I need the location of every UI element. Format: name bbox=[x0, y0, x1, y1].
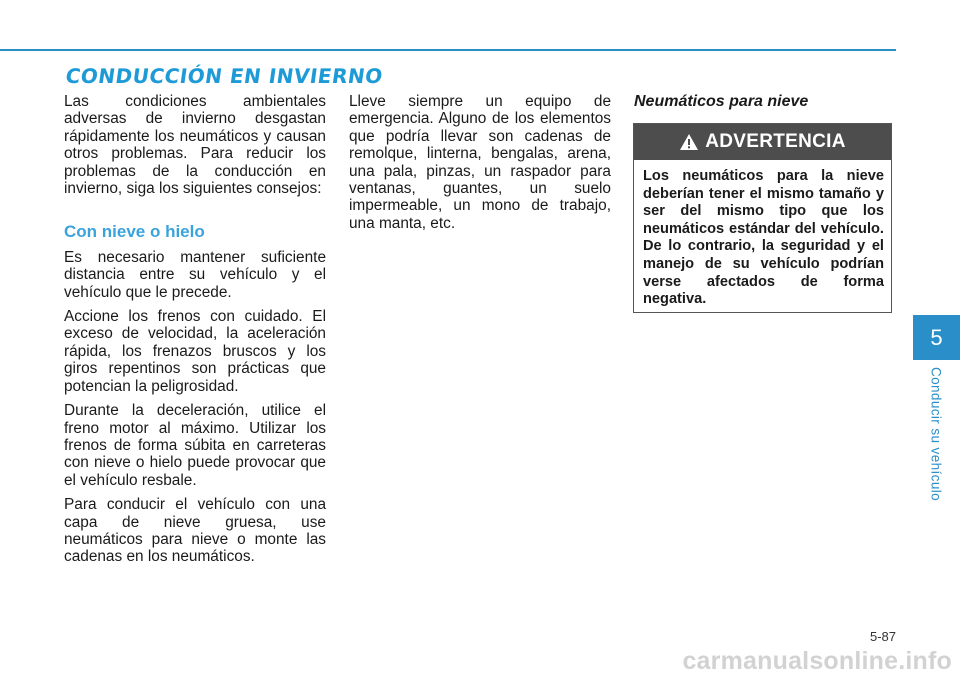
warning-body: Los neumáticos para la nieve deberían tener el mismo tamaño y ser del mismo tipo que los neumáticos estándar del vehículo. De lo contrario, la seguridad y el manejo de su vehículo podrían verse afectados de forma negativa. bbox=[643, 168, 884, 308]
section-title: CONDUCCIÓN EN INVIERNO bbox=[64, 64, 385, 88]
intro-paragraph: Las condiciones ambientales adversas de invierno desgastan rápidamente los neumáticos y causan otros problemas. Para reducir los problemas de la conducción en invierno, siga los siguientes consejos: bbox=[64, 93, 326, 198]
chapter-label: Conducir su vehículo bbox=[928, 366, 944, 502]
paragraph: Accione los frenos con cuidado. El exceso de velocidad, la aceleración rápida, los frenazos bruscos y los giros repentinos son prácticas que potencian la peligrosidad. bbox=[64, 308, 326, 395]
warning-box bbox=[633, 123, 892, 313]
paragraph: Es necesario mantener suficiente distancia entre su vehículo y el vehículo que le precede. bbox=[64, 248, 326, 301]
paragraph: Para conducir el vehículo con una capa de nieve gruesa, use neumáticos para nieve o monte las cadenas en los neumáticos. bbox=[64, 496, 326, 566]
snow-tires-heading: Neumáticos para nieve bbox=[634, 93, 809, 110]
warning-triangle-icon bbox=[679, 133, 699, 151]
page-number: 5-87 bbox=[869, 629, 896, 644]
column-1 bbox=[64, 93, 326, 573]
chapter-tab[interactable] bbox=[913, 315, 960, 360]
subheading-snow-ice: Con nieve o hielo bbox=[64, 222, 205, 242]
column-2 bbox=[349, 93, 611, 239]
warning-title: ADVERTENCIA bbox=[705, 131, 846, 152]
emergency-equipment-paragraph: Lleve siempre un equipo de emergencia. Alguno de los elementos que podría llevar son cadenas de remolque, linterna, bengalas, arena, una pala, pinzas, un raspador para ventanas, guantes, un suelo impermeable, un mono de trabajo, una manta, etc. bbox=[349, 93, 611, 232]
top-rule bbox=[0, 49, 896, 51]
watermark: carmanualsonline.info bbox=[682, 647, 952, 675]
paragraph: Durante la deceleración, utilice el freno motor al máximo. Utilizar los frenos de forma súbita en carreteras con nieve o hielo puede provocar que el vehículo resbale. bbox=[64, 402, 326, 489]
chapter-number: 5 bbox=[930, 324, 943, 350]
warning-header bbox=[634, 124, 891, 160]
